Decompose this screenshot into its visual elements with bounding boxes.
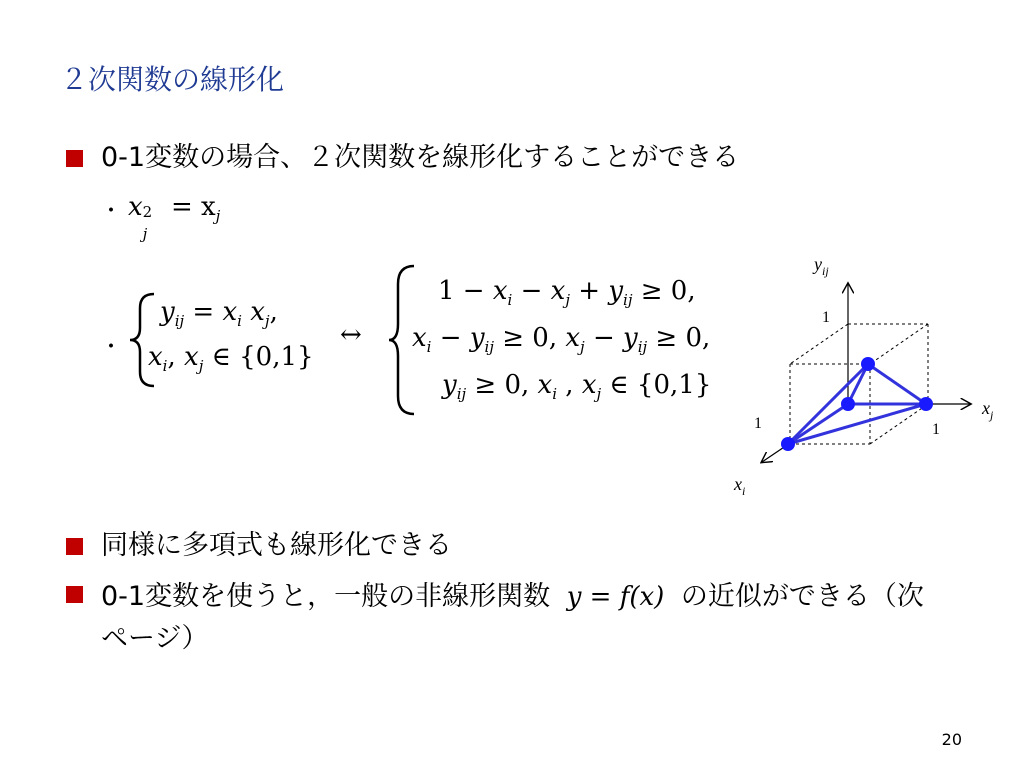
label-xj: $x_j$ [982, 398, 994, 422]
bullet-1 [66, 140, 739, 176]
cube-diagram [734, 250, 1010, 510]
equation-xj-squared: x 2 j = $x_j$ [128, 192, 221, 243]
vertex-point [861, 357, 875, 371]
label-xi: $x_i$ [734, 474, 746, 498]
bullet-2 [66, 528, 452, 564]
sub-bullet-dot: ・ [100, 335, 123, 360]
iff-arrow: ↔ [340, 320, 362, 350]
tick-xj-1: 1 [932, 421, 940, 438]
tick-y-1: 1 [822, 309, 830, 326]
slide-title: ２次関数の線形化 [60, 63, 285, 96]
right-system-line-2: $x_i - y_{ij} \ge 0$, $x_j - y_{ij} \ge 0$, [412, 323, 711, 357]
right-system-line-1: $1 - x_i - x_j + y_{ij} \ge 0$, [438, 276, 696, 310]
page-number: 20 [941, 730, 962, 749]
bullet-square-icon [66, 150, 83, 167]
bullet-1-text: 0-1変数の場合、２次関数を線形化することができる [101, 142, 740, 173]
bullet-3 [66, 576, 946, 660]
bullet-2-text: 同様に多項式も線形化できる [101, 530, 452, 561]
sub-bullet-dot: ・ [100, 199, 123, 224]
bullet-square-icon [66, 586, 83, 603]
left-system-line-2: $x_i$, $x_j$ ∈ {0,1} [148, 342, 314, 376]
vertex-point [781, 437, 795, 451]
vertex-point [919, 397, 933, 411]
left-system-line-1: $y_{ij} = x_i$ $x_j$, [160, 297, 278, 331]
bullet-square-icon [66, 538, 83, 555]
tick-xi-1: 1 [754, 415, 762, 432]
bullet-3-text: 0-1変数を使うと，一般の非線形関数 y = f(x) の近似ができる（次ページ） [101, 581, 924, 654]
right-system-line-3: $y_{ij} \ge 0$, $x_i$ , $x_j$ ∈ {0,1} [442, 370, 712, 404]
function-expression: y = f(x) [566, 582, 665, 612]
label-y-ij: $y_{ij}$ [814, 254, 829, 278]
polytope-edges [788, 364, 926, 444]
vertex-point [841, 397, 855, 411]
